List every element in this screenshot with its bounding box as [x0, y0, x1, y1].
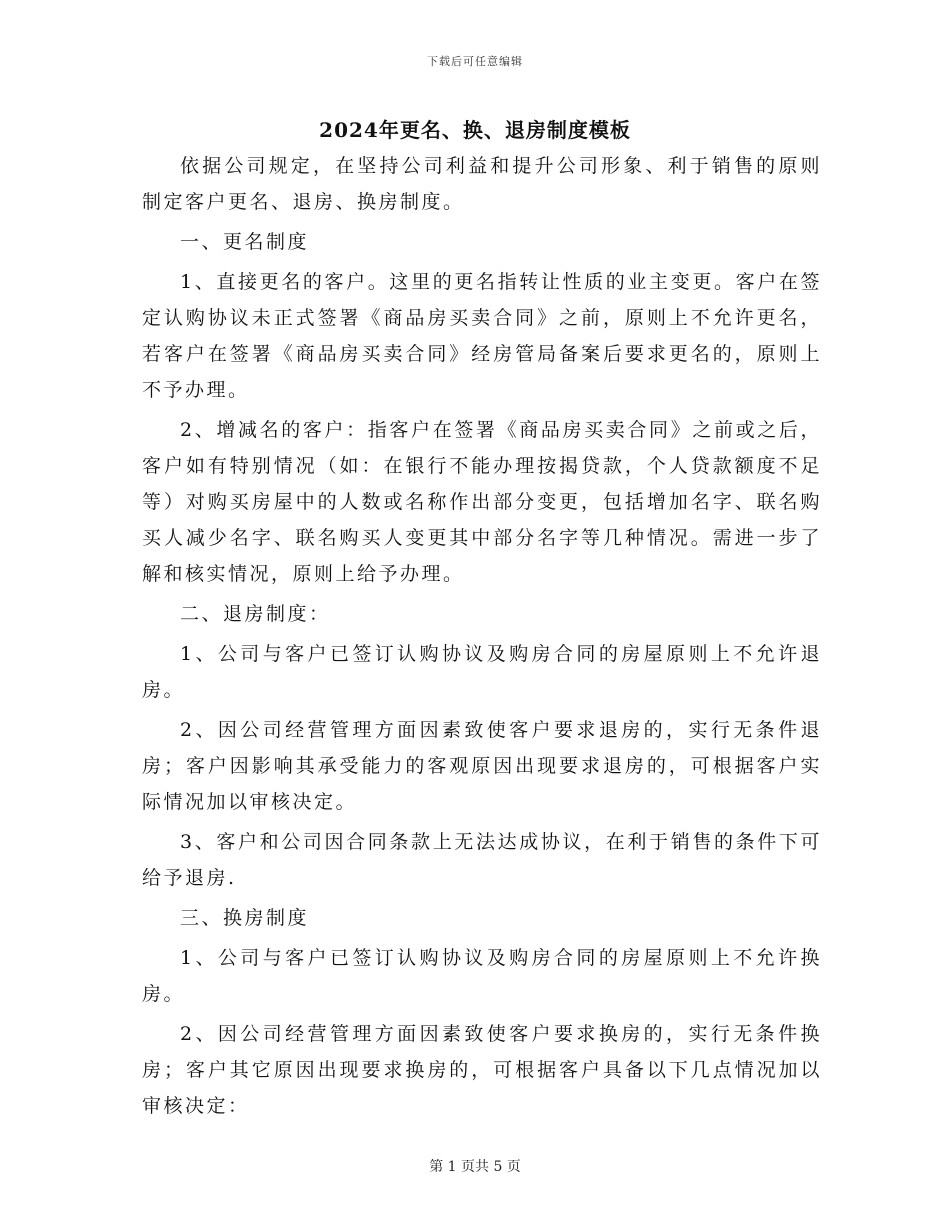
page-header: 下载后可任意编辑: [427, 55, 523, 68]
paragraph-rename-add-remove: 2、增减名的客户：指客户在签署《商品房买卖合同》之前或之后，客户如有特别情况（如：在银行不能办理按揭贷款，个人贷款额度不足等）对购买房屋中的人数或名称作出部分变更，包括增加名字、联名购买人减少名字、联名购买人变更其中部分名字等几种情况。需进一步了解和核实情况，原则上给予办理。: [142, 419, 822, 585]
section-heading-rename: 一、更名制度: [180, 231, 310, 253]
document-body: [142, 148, 822, 1128]
paragraph-refund-1: 1、公司与客户已签订认购协议及购房合同的房屋原则上不允许退房。: [142, 643, 822, 701]
paragraph-exchange-1: 1、公司与客户已签订认购协议及购房合同的房屋原则上不允许换房。: [142, 947, 822, 1005]
paragraph-exchange-2: 2、因公司经营管理方面因素致使客户要求换房的，实行无条件换房；客户其它原因出现要求换房的，可根据客户具备以下几点情况加以审核决定：: [142, 1023, 822, 1117]
document-title: 2024年更名、换、退房制度模板: [319, 118, 631, 142]
paragraph-refund-2: 2、因公司经营管理方面因素致使客户要求退房的，实行无条件退房；客户因影响其承受能力的客观原因出现要求退房的，可根据客户实际情况加以审核决定。: [142, 719, 822, 813]
paragraph-refund-3: 3、客户和公司因合同条款上无法达成协议，在利于销售的条件下可给予退房.: [142, 831, 822, 889]
section-heading-exchange: 三、换房制度: [180, 907, 310, 929]
paragraph-intro: 依据公司规定，在坚持公司利益和提升公司形象、利于销售的原则制定客户更名、退房、换房制度。: [142, 155, 822, 213]
section-heading-refund: 二、退房制度：: [180, 603, 331, 625]
paragraph-rename-direct: 1、直接更名的客户。这里的更名指转让性质的业主变更。客户在签定认购协议未正式签署《商品房买卖合同》之前，原则上不允许更名，若客户在签署《商品房买卖合同》经房管局备案后要求更名的，原则上不予办理。: [142, 271, 822, 401]
page-number: 第 1 页共 5 页: [429, 1159, 521, 1175]
